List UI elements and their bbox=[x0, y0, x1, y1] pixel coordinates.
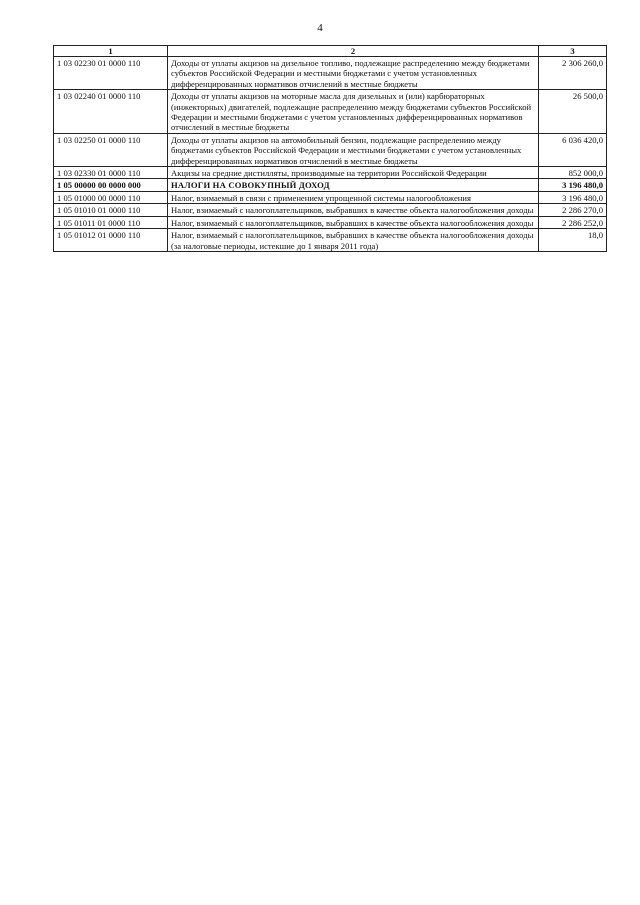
table-row bbox=[54, 57, 607, 90]
row-amount: 852 000,0 bbox=[539, 167, 607, 179]
row-description: Налог, взимаемый с налогоплательщиков, выбравших в качестве объекта налогообложения доходы (за налоговые периоды, истекшие до 1 января 2011 года) bbox=[168, 229, 539, 252]
budget-code: 1 03 02330 01 0000 110 bbox=[54, 167, 168, 179]
column-header-description: 2 bbox=[168, 46, 539, 57]
row-description: Доходы от уплаты акцизов на автомобильный бензин, подлежащие распределению между бюджетами субъектов Российской Федерации и местными бюджетами с учетом установленных дифференцированных нормативов отчислений в местные бюджеты bbox=[168, 133, 539, 166]
table-row bbox=[54, 191, 607, 203]
budget-code: 1 05 01012 01 0000 110 bbox=[54, 229, 168, 252]
row-amount: 6 036 420,0 bbox=[539, 133, 607, 166]
row-description: Акцизы на средние дистилляты, производимые на территории Российской Федерации bbox=[168, 167, 539, 179]
row-description: Доходы от уплаты акцизов на моторные масла для дизельных и (или) карбюраторных (инжекторных) двигателей, подлежащие распределению между бюджетами субъектов Российской Федерации и местными бюджетами с учетом установленных дифференцированных нормативов отчислений в местные бюджеты bbox=[168, 90, 539, 134]
row-description: Налог, взимаемый с налогоплательщиков, выбравших в качестве объекта налогообложения доходы bbox=[168, 204, 539, 216]
budget-code: 1 05 00000 00 0000 000 bbox=[54, 179, 168, 191]
row-amount: 2 306 260,0 bbox=[539, 57, 607, 90]
budget-code: 1 03 02240 01 0000 110 bbox=[54, 90, 168, 134]
row-amount: 3 196 480,0 bbox=[539, 179, 607, 191]
row-amount: 2 286 252,0 bbox=[539, 216, 607, 228]
budget-code: 1 05 01011 01 0000 110 bbox=[54, 216, 168, 228]
revenue-table bbox=[53, 45, 607, 252]
table-row-section-total bbox=[54, 179, 607, 191]
row-description: Налог, взимаемый с налогоплательщиков, выбравших в качестве объекта налогообложения доходы bbox=[168, 216, 539, 228]
row-amount: 26 500,0 bbox=[539, 90, 607, 134]
table-row bbox=[54, 133, 607, 166]
column-header-code: 1 bbox=[54, 46, 168, 57]
budget-code: 1 03 02230 01 0000 110 bbox=[54, 57, 168, 90]
budget-code: 1 05 01000 00 0000 110 bbox=[54, 191, 168, 203]
row-amount: 2 286 270,0 bbox=[539, 204, 607, 216]
row-description: НАЛОГИ НА СОВОКУПНЫЙ ДОХОД bbox=[168, 179, 539, 191]
column-header-amount: 3 bbox=[539, 46, 607, 57]
table-row bbox=[54, 90, 607, 134]
budget-code: 1 03 02250 01 0000 110 bbox=[54, 133, 168, 166]
table-header-row bbox=[54, 46, 607, 57]
table-row bbox=[54, 167, 607, 179]
row-amount: 3 196 480,0 bbox=[539, 191, 607, 203]
row-description: Налог, взимаемый в связи с применением упрощенной системы налогообложения bbox=[168, 191, 539, 203]
table-row bbox=[54, 216, 607, 228]
table-row bbox=[54, 204, 607, 216]
page-number: 4 bbox=[317, 22, 323, 34]
row-amount: 18,0 bbox=[539, 229, 607, 252]
row-description: Доходы от уплаты акцизов на дизельное топливо, подлежащие распределению между бюджетами субъектов Российской Федерации и местными бюджетами с учетом установленных дифференцированных нормативов отчислений в местные бюджеты bbox=[168, 57, 539, 90]
table-row bbox=[54, 229, 607, 252]
budget-code: 1 05 01010 01 0000 110 bbox=[54, 204, 168, 216]
